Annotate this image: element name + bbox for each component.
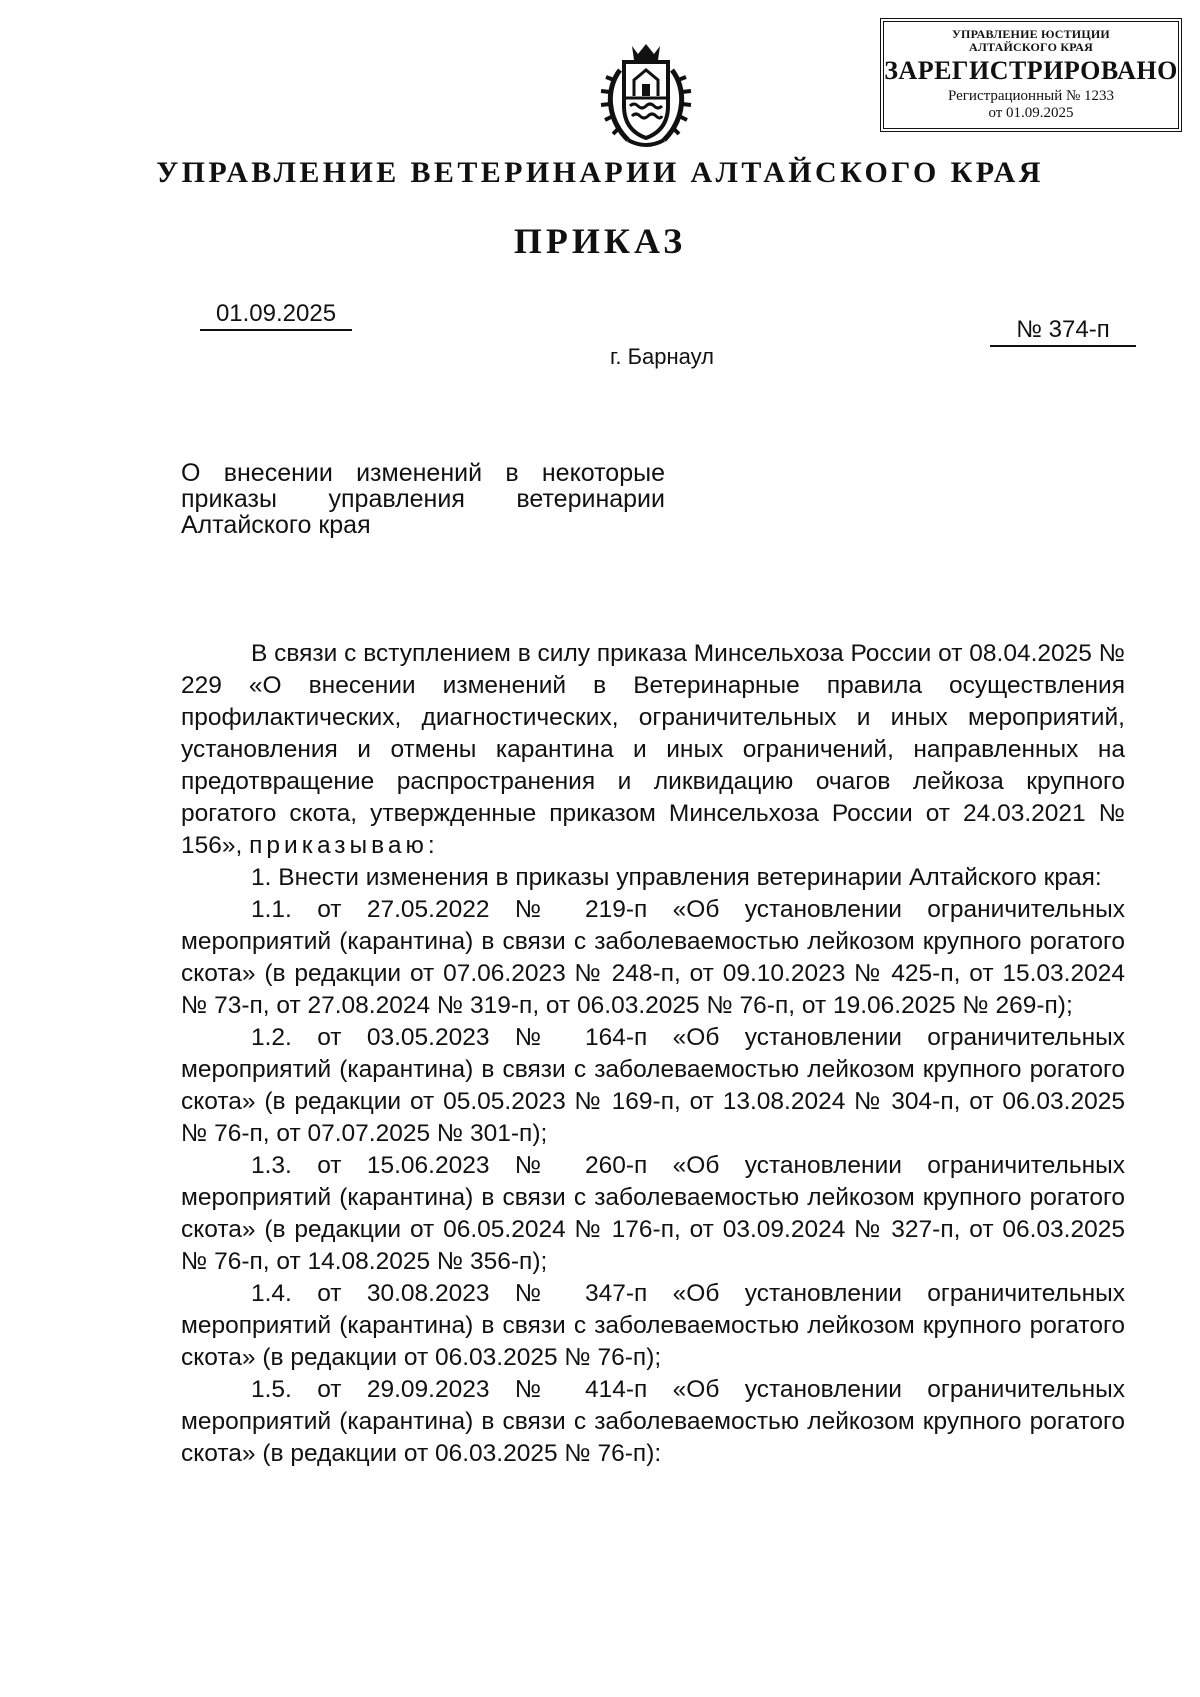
item-1: 1. Внести изменения в приказы управления ветеринарии Алтайского края: bbox=[251, 864, 1102, 891]
order-number: № 374-п bbox=[990, 316, 1136, 347]
stamp-org-line1: УПРАВЛЕНИЕ ЮСТИЦИИ bbox=[952, 27, 1110, 41]
item-1-2: 1.2. от 03.05.2023 № 164-п «Об установлении ограничительных мероприятий (карантина) в связи с заболеваемостью лейкозом крупного рогатого скота» (в редакции от 05.05.2023 № 169-п, от 13.08.2024 № 304-п, от 06.03.2025 № 76-п, от 07.07.2025 № 301-п); bbox=[181, 1024, 1125, 1147]
subject-line: О внесении изменений в некоторые bbox=[181, 459, 665, 487]
registration-stamp bbox=[880, 18, 1182, 132]
document-type: ПРИКАЗ bbox=[513, 221, 687, 261]
item-1-5: 1.5. от 29.09.2023 № 414-п «Об установлении ограничительных мероприятий (карантина) в связи с заболеваемостью лейкозом крупного рогатого скота» (в редакции от 06.03.2025 № 76-п): bbox=[181, 1376, 1125, 1467]
stamp-org-line2: АЛТАЙСКОГО КРАЯ bbox=[969, 40, 1093, 54]
item-1-4: 1.4. от 30.08.2023 № 347-п «Об установлении ограничительных мероприятий (карантина) в связи с заболеваемостью лейкозом крупного рогатого скота» (в редакции от 06.03.2025 № 76-п); bbox=[181, 1280, 1125, 1371]
order-city: г. Барнаул bbox=[610, 344, 714, 369]
item-1-3: 1.3. от 15.06.2023 № 260-п «Об установлении ограничительных мероприятий (карантина) в связи с заболеваемостью лейкозом крупного рогатого скота» (в редакции от 06.05.2024 № 176-п, от 03.09.2024 № 327-п, от 06.03.2025 № 76-п, от 14.08.2025 № 356-п); bbox=[181, 1152, 1125, 1275]
stamp-reg-date: от 01.09.2025 bbox=[988, 105, 1074, 121]
subject-line: приказы управления ветеринарии bbox=[181, 485, 665, 513]
item-1-1: 1.1. от 27.05.2022 № 219-п «Об установлении ограничительных мероприятий (карантина) в связи с заболеваемостью лейкозом крупного рогатого скота» (в редакции от 07.06.2023 № 248-п, от 09.10.2023 № 425-п, от 15.03.2024 № 73-п, от 27.08.2024 № 319-п, от 06.03.2025 № 76-п, от 19.06.2025 № 269-п); bbox=[181, 896, 1125, 1019]
coat-of-arms-icon bbox=[598, 40, 694, 152]
order-subject bbox=[181, 460, 665, 538]
stamp-reg-number: Регистрационный № 1233 bbox=[947, 88, 1115, 104]
order-date: 01.09.2025 bbox=[200, 300, 352, 331]
subject-line: Алтайского края bbox=[181, 511, 371, 539]
order-body bbox=[181, 638, 1125, 1470]
preamble-text: В связи с вступлением в силу приказа Минсельхоза России от 08.04.2025 № 229 «О внесении изменений в Ветеринарные правила осуществления профилактических, диагностических, ограничительных и иных мероприятий, установления и отмены карантина и иных ограничений, направленных на предотвращение распространения и ликвидацию очагов лейкоза крупного рогатого скота, утвержденные приказом Минсельхоза России от 24.03.2021 № 156», bbox=[181, 640, 1125, 859]
agency-title: УПРАВЛЕНИЕ ВЕТЕРИНАРИИ АЛТАЙСКОГО КРАЯ bbox=[156, 156, 1044, 189]
preamble-paragraph bbox=[181, 638, 1125, 862]
order-word: приказываю: bbox=[249, 832, 439, 859]
stamp-status: ЗАРЕГИСТРИРОВАНО bbox=[884, 56, 1178, 85]
